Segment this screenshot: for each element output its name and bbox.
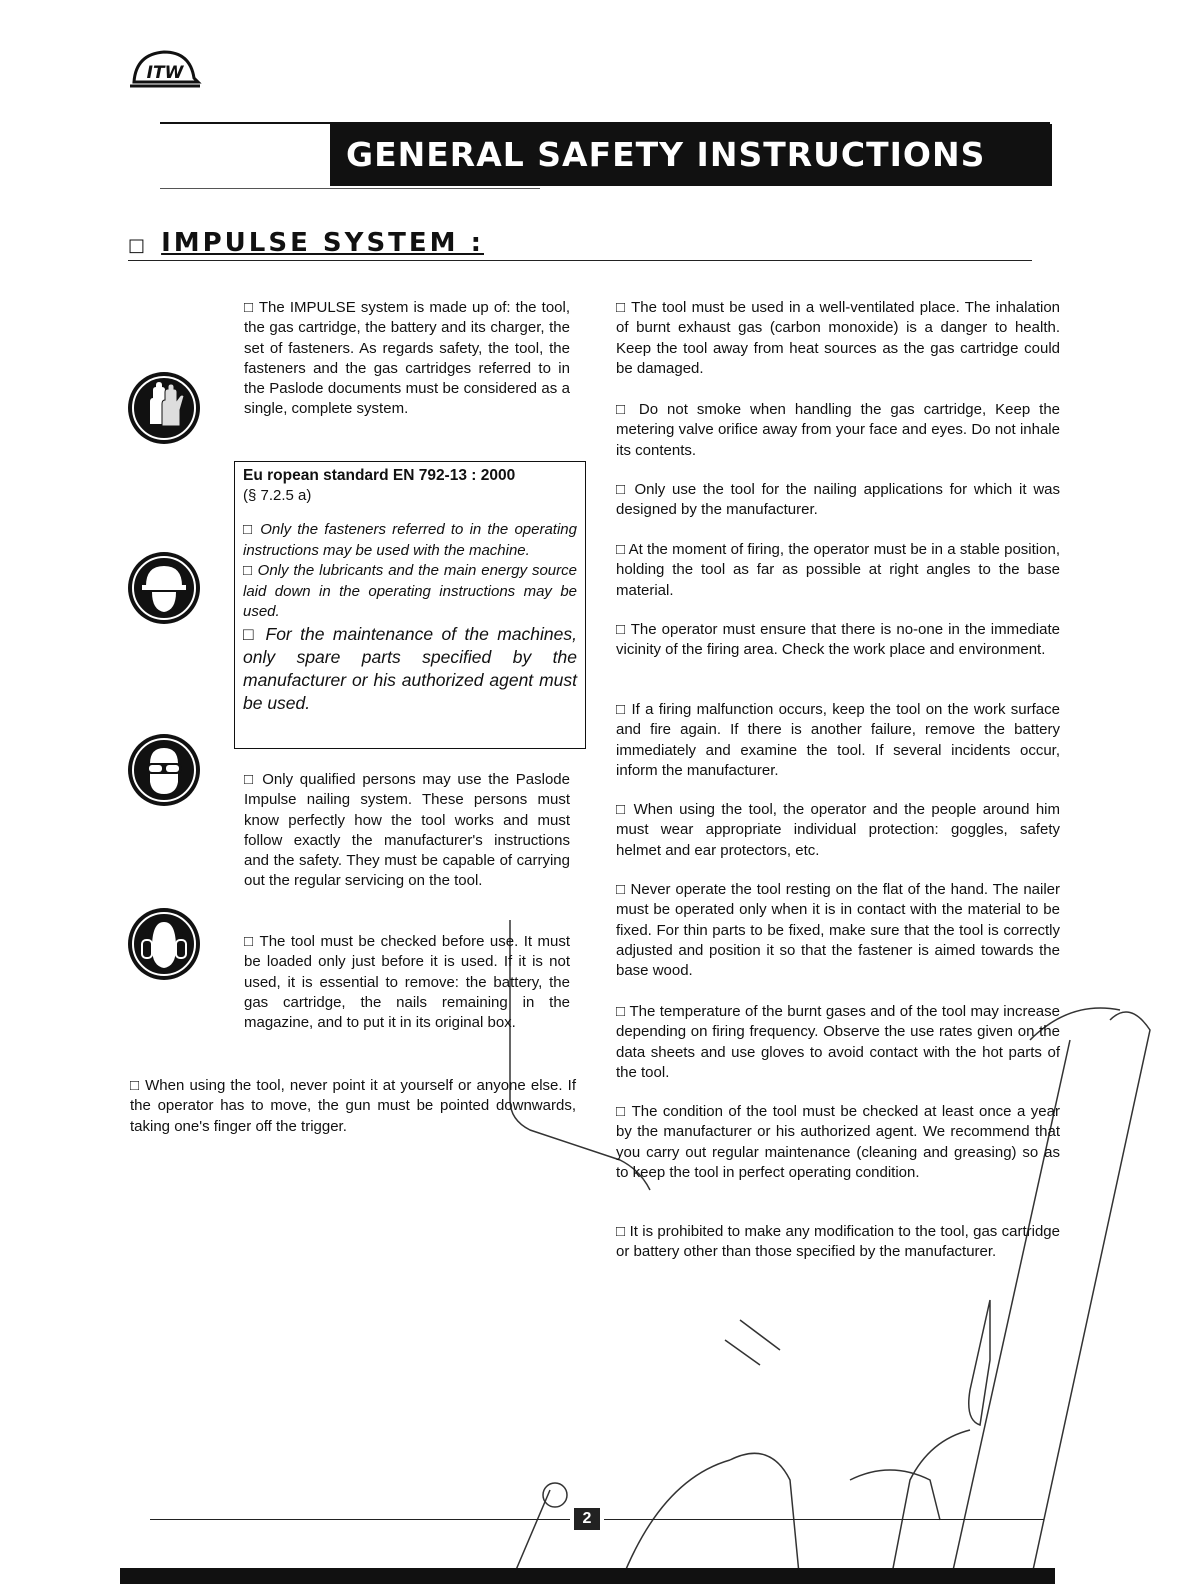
itw-logo (128, 48, 202, 94)
page-title: GENERAL SAFETY INSTRUCTIONS (330, 124, 1052, 186)
right-paragraph-10: □ The condition of the tool must be checked at least once a year by the manufacturer or his authorized agent. We recommend that you carry out regular maintenance (cleaning and greasing) so as to keep the tool in perfect operating condition. (616, 1103, 1060, 1181)
page-number: 2 (574, 1508, 600, 1530)
right-paragraph-3: □ Only use the tool for the nailing applications for which it was designed by the manufacturer. (616, 481, 1060, 519)
right-paragraph-11: □ It is prohibited to make any modification to the tool, gas cartridge or battery other than those specified by the manufacturer. (616, 1223, 1060, 1261)
footer-rule-left (150, 1519, 570, 1520)
left-paragraph-2: □ Only qualified persons may use the Paslode Impulse nailing system. These persons must know perfectly how the tool works and must follow exactly the manufacturer's instructions and the safety. They must be capable of carrying out the regular servicing on the tool. (244, 771, 570, 890)
right-paragraph-2: □ Do not smoke when handling the gas cartridge, Keep the metering valve orifice away from your face and eyes. Do not inhale its contents. (616, 401, 1060, 459)
right-paragraph-5: □ The operator must ensure that there is no-one in the immediate vicinity of the firing area. Check the work place and environment. (616, 621, 1060, 659)
right-paragraph-1: □ The tool must be used in a well-ventilated place. The inhalation of burnt exhaust gas (carbon monoxide) is a danger to health. Keep the tool away from heat sources as the gas cartridge could be damaged. (616, 299, 1060, 377)
right-paragraph-8: □ Never operate the tool resting on the flat of the hand. The nailer must be operated only when it is in contact with the material to be fixed. For thin parts to be fixed, make sure that the tool is correctly adjusted and position it so that the fastener is aimed towards the base wood. (616, 881, 1060, 980)
hard-hat-icon (128, 552, 200, 624)
header-rule-lower (160, 188, 540, 189)
section-bullet: □ (128, 235, 146, 256)
gloves-icon (128, 372, 200, 444)
standard-item-spare-parts: □ For the maintenance of the machines, only spare parts specified by the manufacturer or his authorized agent must be used. (243, 623, 577, 713)
right-paragraph-9: □ The temperature of the burnt gases and of the tool may increase depending on firing frequency. Observe the use rates given on the data sheets and use gloves to avoid contact with the hot parts of the tool. (616, 1003, 1060, 1081)
logo-text: ITW (146, 63, 184, 83)
left-paragraph-3: □ The tool must be checked before use. It must be loaded only just before it is used. If it is not used, it is essential to remove: the battery, the gas cartridge, the nails remaining in the magazine, and to put it in its original box. (244, 933, 570, 1032)
section-title: IMPULSE SYSTEM : (161, 228, 484, 258)
bottom-bar (120, 1568, 1055, 1584)
left-paragraph-1: □ The IMPULSE system is made up of: the tool, the gas cartridge, the battery and its charger, the set of fasteners. As regards safety, the tool, the fasteners and the gas cartridges referred to in the Paslode documents must be considered as a single, complete system. (244, 299, 570, 418)
standard-title: Eu ropean standard EN 792-13 : 2000 (243, 467, 516, 484)
right-paragraph-7: □ When using the tool, the operator and the people around him must wear appropriate individual protection: goggles, safety helmet and ear protectors, etc. (616, 801, 1060, 859)
ear-protectors-icon (128, 908, 200, 980)
footer-rule-right (604, 1519, 1044, 1520)
standard-item-lubricants: □ Only the lubricants and the main energy source laid down in the operating instructions may be used. (243, 562, 577, 620)
section-heading (128, 226, 1032, 261)
standard-item-fasteners: □ Only the fasteners referred to in the operating instructions may be used with the machine. (243, 521, 577, 559)
standard-reference: (§ 7.2.5 a) (243, 487, 312, 504)
european-standard-box (234, 461, 586, 749)
left-paragraph-4: □ When using the tool, never point it at yourself or anyone else. If the operator has to move, the gun must be pointed downwards, taking one's finger off the trigger. (130, 1077, 576, 1135)
safety-goggles-icon (128, 734, 200, 806)
right-paragraph-4: □ At the moment of firing, the operator must be in a stable position, holding the tool as far as possible at right angles to the base material. (616, 541, 1060, 599)
right-paragraph-6: □ If a firing malfunction occurs, keep the tool on the work surface and fire again. If there is another failure, remove the battery immediately and examine the tool. If several incidents occur, inform the manufacturer. (616, 701, 1060, 779)
